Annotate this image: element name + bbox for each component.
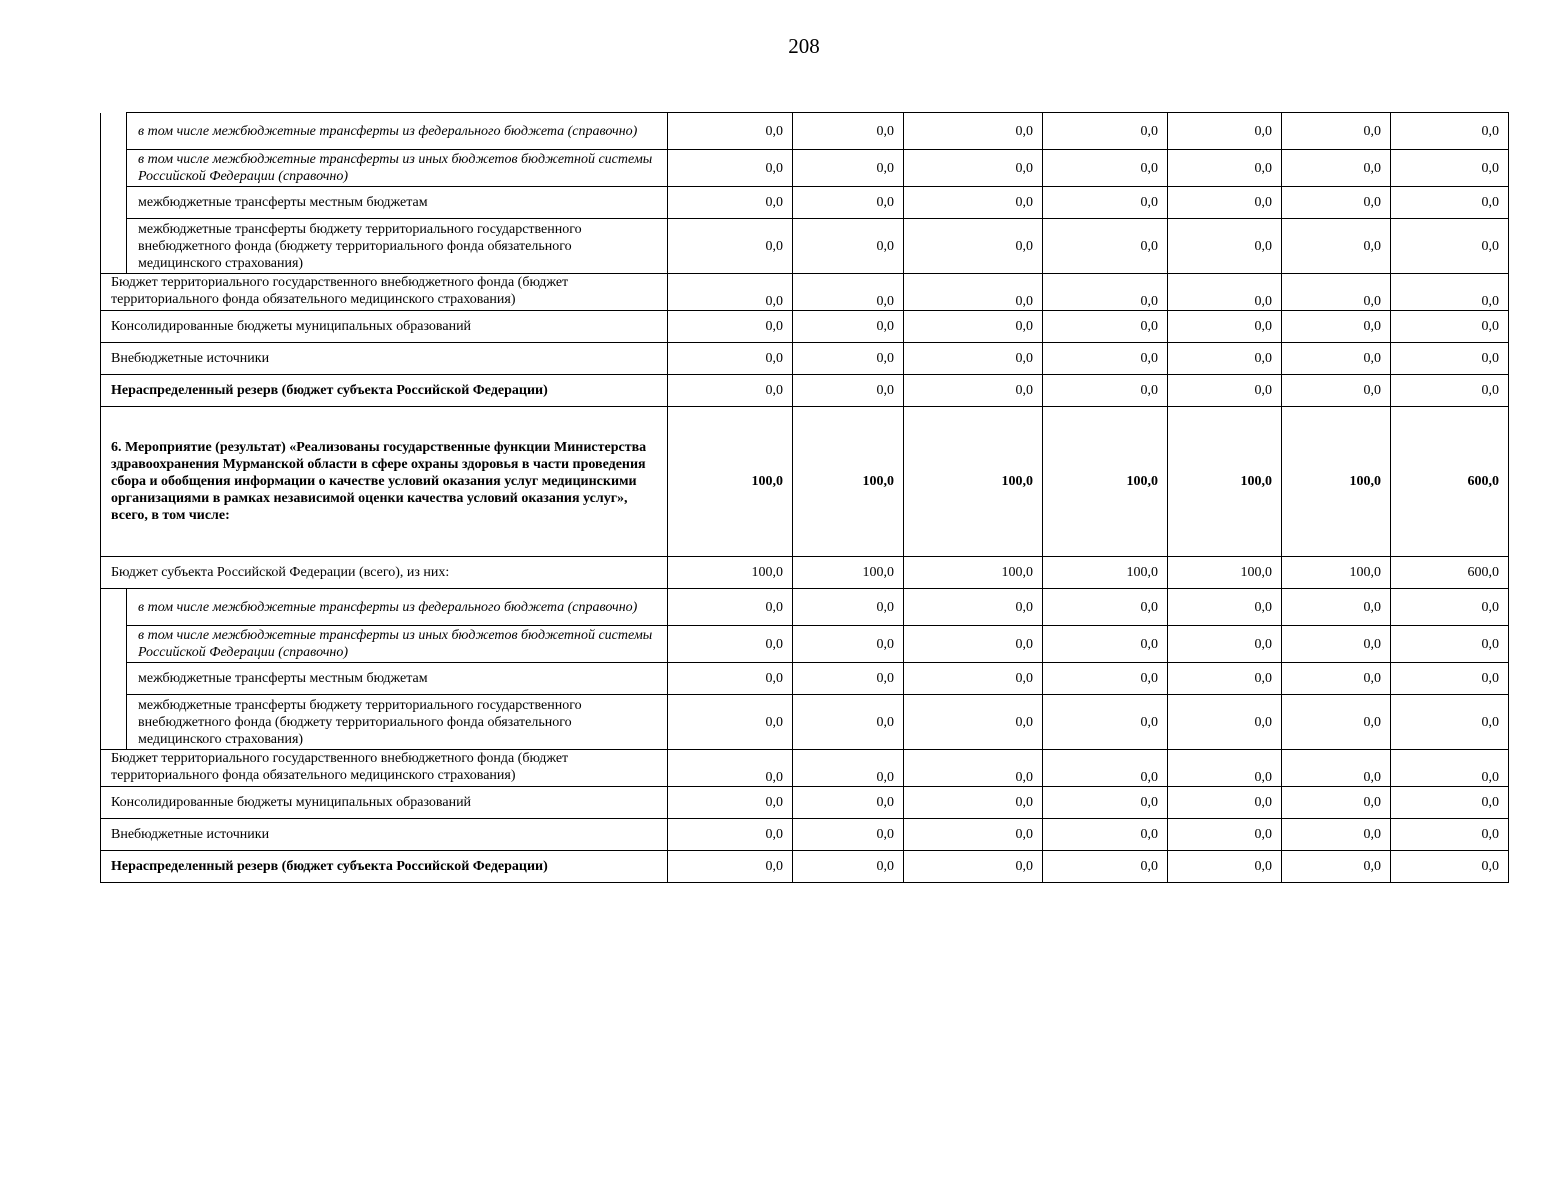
value-cell: 100,0 [1168, 557, 1282, 589]
value-cell: 100,0 [1282, 407, 1391, 557]
value-cell: 0,0 [1282, 787, 1391, 819]
value-cell: 0,0 [1168, 695, 1282, 750]
row-label: в том числе межбюджетные трансферты из иных бюджетов бюджетной системы Российской Федерации (справочно) [127, 626, 668, 663]
value-cell: 0,0 [1391, 274, 1509, 311]
value-cell: 0,0 [668, 851, 793, 883]
value-cell: 0,0 [668, 150, 793, 187]
value-cell: 0,0 [1168, 150, 1282, 187]
value-cell: 0,0 [1168, 113, 1282, 150]
value-cell: 0,0 [668, 219, 793, 274]
value-cell: 0,0 [904, 311, 1043, 343]
value-cell: 0,0 [904, 851, 1043, 883]
table-row [101, 663, 1509, 695]
value-cell: 0,0 [1168, 819, 1282, 851]
table-row [101, 219, 1509, 274]
value-cell: 0,0 [1043, 626, 1168, 663]
value-cell: 0,0 [1043, 695, 1168, 750]
value-cell: 0,0 [1391, 787, 1509, 819]
value-cell: 0,0 [668, 589, 793, 626]
value-cell: 600,0 [1391, 557, 1509, 589]
row-label: Нераспределенный резерв (бюджет субъекта Российской Федерации) [101, 851, 668, 883]
value-cell: 0,0 [1282, 187, 1391, 219]
value-cell: 0,0 [1282, 750, 1391, 787]
value-cell: 0,0 [1043, 375, 1168, 407]
value-cell: 0,0 [1391, 626, 1509, 663]
value-cell: 0,0 [1391, 219, 1509, 274]
value-cell: 100,0 [1043, 557, 1168, 589]
row-label: межбюджетные трансферты бюджету территориального государственного внебюджетного фонда (бюджету территориального фонда обязательного медицинского страхования) [127, 219, 668, 274]
value-cell: 100,0 [1043, 407, 1168, 557]
value-cell: 0,0 [904, 663, 1043, 695]
value-cell: 0,0 [1282, 343, 1391, 375]
table-row [101, 311, 1509, 343]
value-cell: 100,0 [904, 407, 1043, 557]
value-cell: 100,0 [793, 407, 904, 557]
value-cell: 0,0 [793, 150, 904, 187]
row-label: в том числе межбюджетные трансферты из федерального бюджета (справочно) [127, 589, 668, 626]
value-cell: 0,0 [1168, 626, 1282, 663]
value-cell: 0,0 [668, 626, 793, 663]
value-cell: 0,0 [1168, 375, 1282, 407]
value-cell: 0,0 [1043, 343, 1168, 375]
value-cell: 0,0 [1168, 663, 1282, 695]
value-cell: 0,0 [1168, 274, 1282, 311]
value-cell: 0,0 [1391, 750, 1509, 787]
value-cell: 0,0 [1168, 187, 1282, 219]
table-row [101, 589, 1509, 626]
value-cell: 0,0 [1391, 343, 1509, 375]
value-cell: 0,0 [1391, 375, 1509, 407]
value-cell: 0,0 [1282, 851, 1391, 883]
value-cell: 100,0 [668, 407, 793, 557]
value-cell: 0,0 [793, 787, 904, 819]
value-cell: 0,0 [668, 750, 793, 787]
value-cell: 0,0 [793, 375, 904, 407]
value-cell: 0,0 [793, 219, 904, 274]
value-cell: 0,0 [904, 750, 1043, 787]
value-cell: 0,0 [1043, 219, 1168, 274]
value-cell: 0,0 [1043, 819, 1168, 851]
value-cell: 0,0 [1043, 187, 1168, 219]
row-label: в том числе межбюджетные трансферты из иных бюджетов бюджетной системы Российской Федерации (справочно) [127, 150, 668, 187]
table-row [101, 750, 1509, 787]
row-label: Консолидированные бюджеты муниципальных образований [101, 787, 668, 819]
table-row [101, 274, 1509, 311]
value-cell: 0,0 [1168, 311, 1282, 343]
value-cell: 0,0 [1282, 819, 1391, 851]
value-cell: 0,0 [793, 343, 904, 375]
value-cell: 0,0 [904, 187, 1043, 219]
value-cell: 0,0 [668, 375, 793, 407]
value-cell: 0,0 [1168, 750, 1282, 787]
table-row [101, 557, 1509, 589]
value-cell: 0,0 [1043, 589, 1168, 626]
indent-gutter [101, 626, 127, 663]
indent-gutter [101, 589, 127, 626]
value-cell: 0,0 [1282, 113, 1391, 150]
value-cell: 0,0 [904, 589, 1043, 626]
value-cell: 0,0 [1282, 695, 1391, 750]
value-cell: 0,0 [668, 343, 793, 375]
indent-gutter [101, 187, 127, 219]
table-row [101, 819, 1509, 851]
value-cell: 0,0 [904, 626, 1043, 663]
table-row [101, 695, 1509, 750]
row-label: Консолидированные бюджеты муниципальных образований [101, 311, 668, 343]
table-row [101, 113, 1509, 150]
table-row [101, 851, 1509, 883]
value-cell: 0,0 [793, 695, 904, 750]
value-cell: 0,0 [1391, 187, 1509, 219]
value-cell: 0,0 [1282, 375, 1391, 407]
value-cell: 100,0 [1168, 407, 1282, 557]
value-cell: 0,0 [904, 150, 1043, 187]
value-cell: 0,0 [1391, 589, 1509, 626]
indent-gutter [101, 663, 127, 695]
value-cell: 0,0 [1043, 274, 1168, 311]
table-row [101, 787, 1509, 819]
value-cell: 0,0 [1043, 150, 1168, 187]
value-cell: 100,0 [1282, 557, 1391, 589]
page-number: 208 [788, 34, 820, 58]
value-cell: 0,0 [793, 113, 904, 150]
table-row [101, 375, 1509, 407]
row-label: межбюджетные трансферты местным бюджетам [127, 663, 668, 695]
value-cell: 0,0 [1168, 343, 1282, 375]
value-cell: 0,0 [793, 626, 904, 663]
value-cell: 0,0 [904, 343, 1043, 375]
value-cell: 0,0 [1043, 750, 1168, 787]
value-cell: 0,0 [668, 663, 793, 695]
value-cell: 0,0 [1391, 851, 1509, 883]
row-label: Бюджет территориального государственного внебюджетного фонда (бюджет территориального фонда обязательного медицинского страхования) [101, 750, 668, 787]
value-cell: 0,0 [668, 819, 793, 851]
value-cell: 600,0 [1391, 407, 1509, 557]
value-cell: 0,0 [1391, 663, 1509, 695]
value-cell: 0,0 [904, 695, 1043, 750]
row-label: межбюджетные трансферты местным бюджетам [127, 187, 668, 219]
value-cell: 0,0 [793, 851, 904, 883]
row-label: межбюджетные трансферты бюджету территориального государственного внебюджетного фонда (бюджету территориального фонда обязательного медицинского страхования) [127, 695, 668, 750]
indent-gutter [101, 695, 127, 750]
indent-gutter [101, 113, 127, 150]
value-cell: 0,0 [1282, 589, 1391, 626]
value-cell: 0,0 [668, 113, 793, 150]
value-cell: 100,0 [793, 557, 904, 589]
value-cell: 0,0 [668, 187, 793, 219]
value-cell: 0,0 [904, 375, 1043, 407]
value-cell: 0,0 [1282, 311, 1391, 343]
value-cell: 0,0 [1168, 219, 1282, 274]
row-label: Бюджет территориального государственного внебюджетного фонда (бюджет территориального фонда обязательного медицинского страхования) [101, 274, 668, 311]
value-cell: 0,0 [1043, 113, 1168, 150]
row-label: Внебюджетные источники [101, 819, 668, 851]
value-cell: 0,0 [793, 274, 904, 311]
value-cell: 0,0 [904, 819, 1043, 851]
value-cell: 0,0 [668, 695, 793, 750]
value-cell: 0,0 [904, 274, 1043, 311]
value-cell: 0,0 [1043, 311, 1168, 343]
row-label: 6. Мероприятие (результат) «Реализованы государственные функции Министерства здравоохранения Мурманской области в сфере охраны здоровья в части проведения сбора и обобщения информации о качестве условий оказания услуг медицинскими организациями в рамках независимой оценки качества условий оказания услуг», всего, в том числе: [101, 407, 668, 557]
value-cell: 0,0 [1282, 626, 1391, 663]
value-cell: 0,0 [1391, 695, 1509, 750]
budget-table [100, 112, 1509, 883]
value-cell: 0,0 [793, 589, 904, 626]
value-cell: 0,0 [1043, 787, 1168, 819]
value-cell: 0,0 [1391, 819, 1509, 851]
value-cell: 0,0 [1168, 851, 1282, 883]
table-row [101, 407, 1509, 557]
value-cell: 0,0 [904, 219, 1043, 274]
row-label: Нераспределенный резерв (бюджет субъекта Российской Федерации) [101, 375, 668, 407]
value-cell: 0,0 [793, 311, 904, 343]
table-row [101, 343, 1509, 375]
value-cell: 0,0 [668, 787, 793, 819]
row-label: в том числе межбюджетные трансферты из федерального бюджета (справочно) [127, 113, 668, 150]
value-cell: 0,0 [904, 113, 1043, 150]
table-row [101, 150, 1509, 187]
value-cell: 100,0 [904, 557, 1043, 589]
value-cell: 0,0 [1043, 851, 1168, 883]
value-cell: 0,0 [904, 787, 1043, 819]
value-cell: 0,0 [793, 187, 904, 219]
value-cell: 0,0 [1282, 219, 1391, 274]
value-cell: 0,0 [1391, 311, 1509, 343]
value-cell: 100,0 [668, 557, 793, 589]
value-cell: 0,0 [1391, 113, 1509, 150]
indent-gutter [101, 150, 127, 187]
value-cell: 0,0 [1282, 274, 1391, 311]
value-cell: 0,0 [668, 311, 793, 343]
indent-gutter [101, 219, 127, 274]
value-cell: 0,0 [1391, 150, 1509, 187]
value-cell: 0,0 [1282, 663, 1391, 695]
value-cell: 0,0 [1168, 787, 1282, 819]
value-cell: 0,0 [793, 750, 904, 787]
row-label: Бюджет субъекта Российской Федерации (всего), из них: [101, 557, 668, 589]
value-cell: 0,0 [1282, 150, 1391, 187]
value-cell: 0,0 [793, 663, 904, 695]
table-row [101, 626, 1509, 663]
value-cell: 0,0 [793, 819, 904, 851]
value-cell: 0,0 [1043, 663, 1168, 695]
table-row [101, 187, 1509, 219]
row-label: Внебюджетные источники [101, 343, 668, 375]
value-cell: 0,0 [1168, 589, 1282, 626]
value-cell: 0,0 [668, 274, 793, 311]
